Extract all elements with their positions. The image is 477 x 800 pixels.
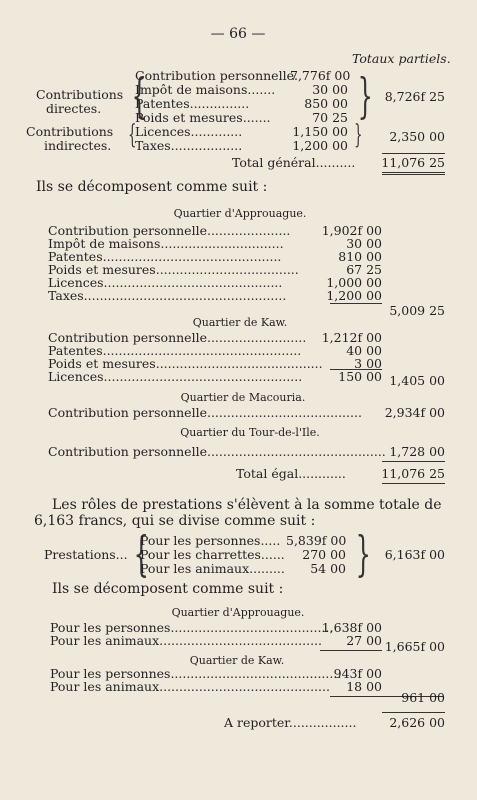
rule	[382, 172, 445, 173]
kaw-row-label: Patentes..................................................	[48, 343, 302, 358]
approuague-row-value: 1,000 00	[326, 275, 382, 290]
kaw-row-value: 943f 00	[333, 666, 382, 681]
kaw-row-label: Pour les personnes...........................................	[50, 666, 342, 681]
total-egal-label: Total égal............	[236, 466, 346, 481]
rule	[320, 650, 382, 651]
kaw-row-value: 18 00	[346, 679, 382, 694]
directes-row-value: 70 25	[312, 110, 348, 125]
indirectes-right-brace: }	[354, 120, 363, 150]
prestations-row-value: 54 00	[310, 561, 346, 576]
approuague-row-label: Pour les animaux.........................................	[50, 633, 323, 648]
indirectes-label-1: Contributions	[26, 124, 114, 139]
approuague-row-value: 30 00	[346, 236, 382, 251]
directes-left-brace: {	[131, 68, 147, 124]
a-reporter-label: A reporter.................	[224, 715, 357, 730]
total-egal-value: 11,076 25	[381, 466, 445, 481]
indirectes-row-label: Licences.............	[135, 124, 243, 139]
indirectes-total: 2,350 00	[389, 129, 445, 144]
approuague-row-label: Taxes...................................................	[48, 288, 287, 303]
macouria-value: 2,934f 00	[384, 405, 445, 420]
approuague-row-label: Contribution personnelle.....................	[48, 223, 291, 238]
kaw-row-value: 1,212f 00	[321, 330, 382, 345]
directes-row-value: 850 00	[304, 96, 348, 111]
approuague-total: 1,665f 00	[384, 639, 445, 654]
prestations-total: 6,163f 00	[384, 547, 445, 562]
approuague-total: 5,009 25	[389, 303, 445, 318]
kaw-total: 961 00	[401, 690, 445, 705]
indirectes-row-value: 1,200 00	[292, 138, 348, 153]
directes-row-label: Poids et mesures.......	[135, 110, 271, 125]
decomposent-heading: Ils se décomposent comme suit :	[52, 581, 284, 597]
prestations-row-label: Pour les charrettes......	[140, 547, 285, 562]
directes-row-value: 30 00	[312, 82, 348, 97]
rule	[382, 712, 445, 713]
a-reporter-value: 2,626 00	[389, 715, 445, 730]
prestations-row-label: Pour les animaux.........	[140, 561, 285, 576]
kaw-row-value: 150 00	[338, 369, 382, 384]
decomposent-heading: Ils se décomposent comme suit :	[36, 179, 268, 195]
macouria-label: Contribution personnelle.......................................	[48, 405, 362, 420]
rule	[382, 483, 445, 484]
indirectes-row-value: 1,150 00	[292, 124, 348, 139]
prestations-row-value: 270 00	[302, 547, 346, 562]
directes-row-label: Contribution personnelle.	[135, 68, 298, 83]
approuague-row-label: Pour les personnes.........................................	[50, 620, 334, 635]
rule	[330, 369, 382, 370]
approuague-row-label: Poids et mesures....................................	[48, 262, 299, 277]
directes-row-label: Impôt de maisons.......	[135, 82, 276, 97]
prestations-right-brace: }	[355, 526, 371, 582]
rule	[382, 174, 445, 175]
kaw-row-value: 3 00	[354, 356, 382, 371]
approuague-row-value: 810 00	[338, 249, 382, 264]
directes-row-value: 7,776f 00	[290, 68, 351, 83]
indirectes-label-2: indirectes.	[44, 138, 112, 153]
approuague-row-value: 1,638f 00	[321, 620, 382, 635]
indirectes-left-brace: {	[128, 120, 137, 150]
approuague-row-value: 67 25	[346, 262, 382, 277]
directes-total: 8,726f 25	[384, 89, 445, 104]
roles-line-2: 6,163 francs, qui se divise comme suit :	[34, 513, 316, 529]
kaw-row-label: Poids et mesures..........................................	[48, 356, 323, 371]
prestations-label: Prestations...	[44, 547, 128, 562]
tour-de-ile-value: 1,728 00	[389, 444, 445, 459]
directes-label-1: Contributions	[36, 87, 124, 102]
total-general-label: Total général..........	[232, 155, 356, 170]
kaw-row-label: Contribution personnelle.........................	[48, 330, 307, 345]
kaw-title: Quartier de Kaw.	[189, 654, 285, 667]
kaw-row-label: Pour les animaux...........................................	[50, 679, 330, 694]
tour-de-ile-title: Quartier du Tour-de-l'Ile.	[180, 426, 320, 439]
kaw-row-value: 40 00	[346, 343, 382, 358]
approuague-row-value: 1,200 00	[326, 288, 382, 303]
rule	[382, 153, 445, 154]
totaux-header: Totaux partiels.	[352, 51, 451, 66]
page-number: — 66 —	[210, 26, 266, 42]
directes-label-2: directes.	[46, 101, 102, 116]
approuague-row-value: 27 00	[346, 633, 382, 648]
directes-right-brace: }	[357, 68, 373, 124]
approuague-title: Quartier d'Approuague.	[173, 207, 307, 220]
approuague-row-label: Impôt de maisons...............................	[48, 236, 284, 251]
prestations-row-value: 5,839f 00	[286, 533, 347, 548]
tour-de-ile-label: Contribution personnelle.............................................	[48, 444, 386, 459]
approuague-row-label: Patentes.............................................	[48, 249, 282, 264]
approuague-row-label: Licences.............................................	[48, 275, 283, 290]
total-general-value: 11,076 25	[381, 155, 445, 170]
roles-line-1: Les rôles de prestations s'élèvent à la somme totale de	[52, 497, 442, 513]
macouria-title: Quartier de Macouria.	[180, 391, 306, 404]
approuague-row-value: 1,902f 00	[321, 223, 382, 238]
directes-row-label: Patentes...............	[135, 96, 250, 111]
kaw-total: 1,405 00	[389, 373, 445, 388]
rule	[382, 461, 445, 462]
kaw-title: Quartier de Kaw.	[192, 316, 288, 329]
indirectes-row-label: Taxes..................	[135, 138, 243, 153]
kaw-row-label: Licences..................................................	[48, 369, 303, 384]
approuague-title: Quartier d'Approuague.	[171, 606, 305, 619]
prestations-left-brace: {	[133, 526, 149, 582]
prestations-row-label: Pour les personnes.....	[140, 533, 281, 548]
